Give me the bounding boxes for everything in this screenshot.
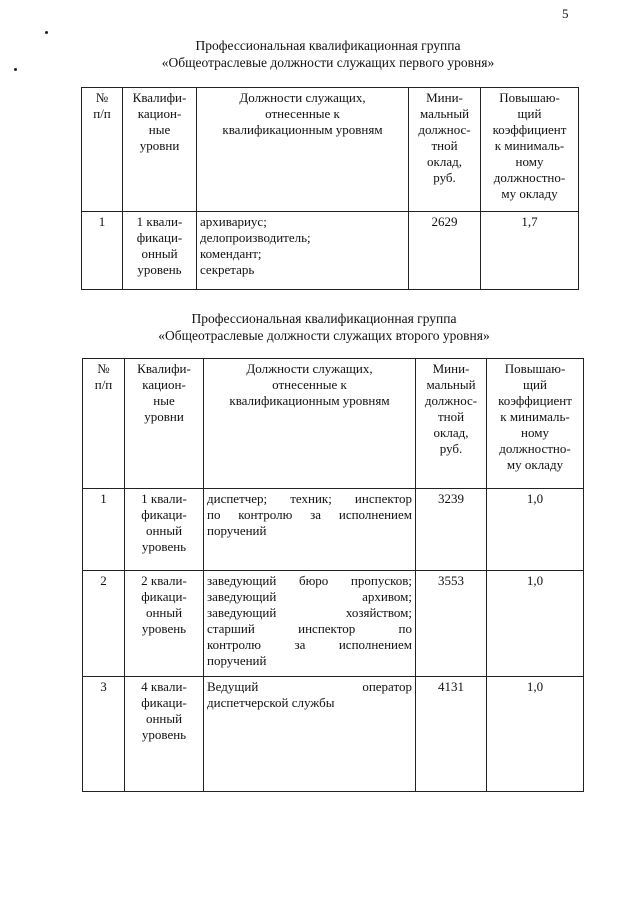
cell-text: уровень [141, 727, 187, 742]
cell-level [125, 489, 204, 571]
header-text: кацион- [137, 106, 182, 121]
cell-text: 4 квали- [141, 679, 187, 694]
header-text: Мини- [426, 90, 463, 105]
header-level [125, 359, 204, 489]
cell-text: старший инспектор по [207, 621, 412, 636]
header-text: Повышаю- [504, 361, 566, 376]
header-text: Квалифи- [132, 90, 187, 105]
cell-text: фикаци- [141, 507, 187, 522]
header-text: должнос- [418, 122, 471, 137]
header-coef [487, 359, 584, 489]
header-text: № [95, 90, 109, 105]
header-text: п/п [93, 106, 111, 121]
header-text: должностно- [493, 170, 566, 185]
header-text: коэффициент [492, 122, 567, 137]
header-text: уровни [139, 138, 180, 153]
header-text: Повышаю- [499, 90, 560, 105]
header-text: оклад, [427, 154, 462, 169]
cell-num: 1 [82, 212, 123, 290]
header-text: тной [437, 409, 465, 424]
table-row [82, 212, 579, 290]
cell-text: 1 квали- [136, 214, 183, 229]
cell-text: уровень [137, 262, 182, 277]
cell-num: 1 [83, 489, 125, 571]
cell-text: архивариус; [200, 214, 267, 229]
cell-text: диспетчер; техник; инспектор [207, 491, 412, 506]
header-text: отнесенные к [265, 106, 340, 121]
table-header-row [82, 88, 579, 212]
cell-text: онный [141, 246, 178, 261]
table-first-level [81, 87, 579, 290]
section1-title-line1: Профессиональная квалификационная группа [195, 38, 461, 53]
header-num [82, 88, 123, 212]
header-text: мальный [419, 106, 470, 121]
header-text: руб. [433, 170, 456, 185]
section2-heading [4, 310, 640, 344]
cell-text: делопроизводитель; [200, 230, 311, 245]
cell-num: 3 [83, 677, 125, 792]
header-text: руб. [439, 441, 463, 456]
header-text: ные [148, 122, 171, 137]
header-salary [409, 88, 481, 212]
header-text: Квалифи- [137, 361, 191, 376]
section1-heading [8, 37, 640, 71]
header-text: ному [515, 154, 544, 169]
table-row [83, 571, 584, 677]
header-salary [416, 359, 487, 489]
header-text: мальный [426, 377, 476, 392]
cell-text: поручений [207, 653, 267, 668]
header-text: кацион- [142, 377, 186, 392]
cell-text: онный [145, 523, 183, 538]
cell-text: секретарь [200, 262, 255, 277]
table-second-level [82, 358, 584, 792]
header-text: квалификационным уровням [222, 122, 383, 137]
cell-coef: 1,0 [487, 571, 584, 677]
cell-coef: 1,7 [481, 212, 579, 290]
header-text: тной [431, 138, 458, 153]
header-text: п/п [94, 377, 113, 392]
header-text: должнос- [424, 393, 478, 408]
section2-title-line2: «Общеотраслевые должности служащих второго уровня» [158, 328, 490, 343]
table-header-row [83, 359, 584, 489]
cell-text: заведующий архивом; [207, 589, 412, 604]
header-text: уровни [144, 409, 184, 424]
header-text: коэффициент [498, 393, 572, 408]
section1-title-line2: «Общеотраслевые должности служащих первого уровня» [161, 55, 495, 70]
cell-text: по контролю за исполнением [207, 507, 412, 522]
cell-level [123, 212, 197, 290]
cell-text: 1 квали- [141, 491, 187, 506]
header-text: должностно- [499, 441, 571, 456]
cell-text: поручений [207, 523, 267, 538]
table-row [83, 677, 584, 792]
header-text: ные [153, 393, 175, 408]
header-text: Должности служащих, [239, 90, 366, 105]
header-text: му окладу [506, 457, 564, 472]
cell-text: диспетчерской службы [207, 695, 335, 710]
cell-text: онный [145, 711, 183, 726]
table-row [83, 489, 584, 571]
cell-text: заведующий бюро пропусков; [207, 573, 412, 588]
header-text: му окладу [501, 186, 558, 201]
header-positions [197, 88, 409, 212]
cell-salary: 4131 [416, 677, 487, 792]
header-text: отнесенные к [272, 377, 347, 392]
header-positions [204, 359, 416, 489]
cell-text: комендант; [200, 246, 262, 261]
cell-text: фикаци- [141, 695, 187, 710]
cell-text: Ведущий оператор [207, 679, 412, 694]
cell-text: фикаци- [136, 230, 183, 245]
cell-text: контролю за исполнением [207, 637, 412, 652]
cell-text: заведующий хозяйством; [207, 605, 412, 620]
header-coef [481, 88, 579, 212]
cell-coef: 1,0 [487, 677, 584, 792]
cell-positions [204, 677, 416, 792]
header-text: Должности служащих, [246, 361, 373, 376]
scan-speck [45, 31, 48, 34]
cell-text: уровень [141, 621, 187, 636]
cell-text: онный [145, 605, 183, 620]
header-text: щий [517, 106, 542, 121]
header-text: к минималь- [500, 409, 570, 424]
cell-level [125, 571, 204, 677]
cell-salary: 2629 [409, 212, 481, 290]
cell-coef: 1,0 [487, 489, 584, 571]
cell-text: уровень [141, 539, 187, 554]
section2-title-line1: Профессиональная квалификационная группа [191, 311, 457, 326]
cell-text: фикаци- [141, 589, 187, 604]
header-num [83, 359, 125, 489]
header-text: Мини- [432, 361, 470, 376]
cell-salary: 3239 [416, 489, 487, 571]
header-level [123, 88, 197, 212]
page-number: 5 [562, 6, 569, 21]
cell-text: 2 квали- [141, 573, 187, 588]
cell-positions [197, 212, 409, 290]
header-text: оклад, [433, 425, 469, 440]
header-text: № [97, 361, 110, 376]
cell-level [125, 677, 204, 792]
cell-salary: 3553 [416, 571, 487, 677]
cell-positions [204, 571, 416, 677]
cell-num: 2 [83, 571, 125, 677]
header-text: квалификационным уровням [229, 393, 390, 408]
header-text: ному [521, 425, 549, 440]
cell-positions [204, 489, 416, 571]
header-text: щий [523, 377, 547, 392]
header-text: к минималь- [494, 138, 565, 153]
